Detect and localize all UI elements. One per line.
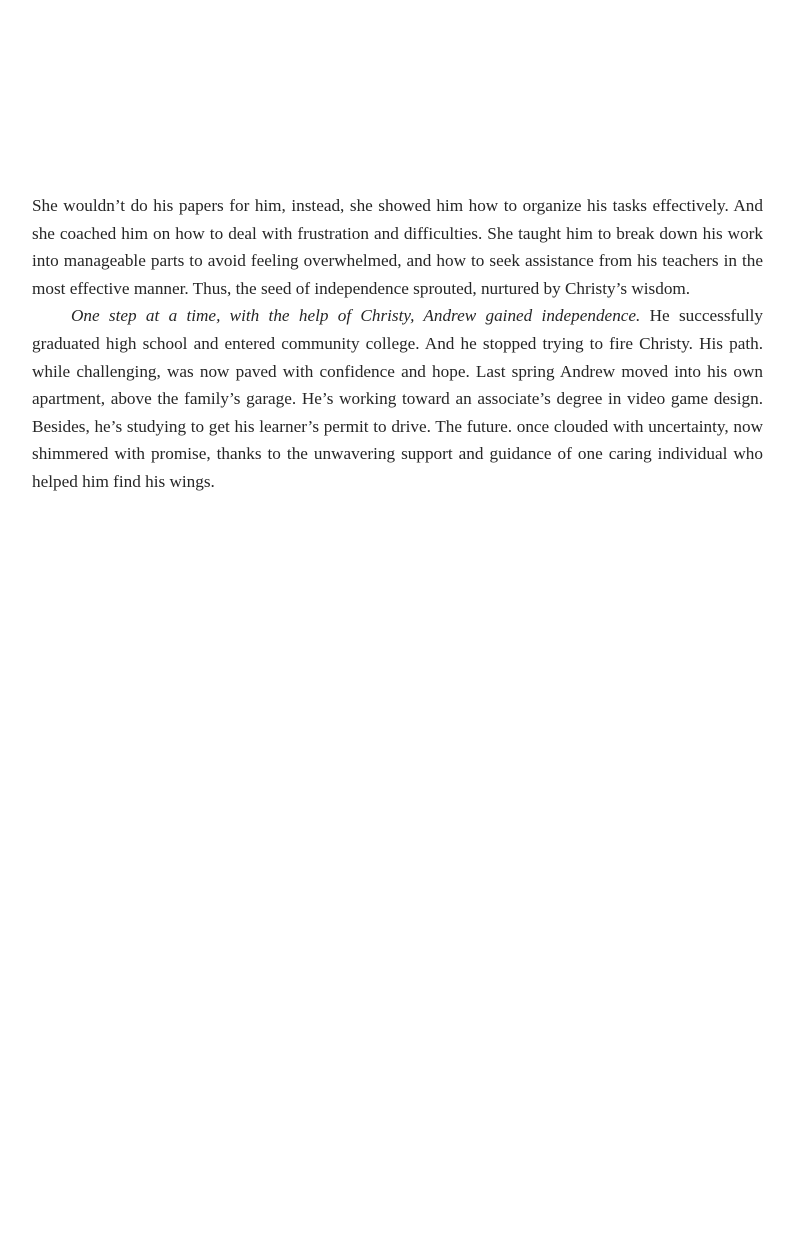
paragraph-2 [32, 302, 763, 495]
paragraph-2-italic-lead: One step at a time, with the help of Christy, Andrew gained independence. [71, 306, 641, 326]
paragraph-2-text: He successfully graduated high school and entered community college. And he stopped trying to fire Christy. His path. while challenging, was now paved with confidence and hope. Last spring Andrew moved into his own apartment, above the family’s garage. He’s working toward an associate’s degree in video game design. Besides, he’s studying to get his learner’s permit to drive. The future. once clouded with uncertainty, now shimmered with promise, thanks to the unwavering support and guidance of one caring individual who helped him find his wings. [32, 306, 763, 491]
paragraph-1 [32, 192, 763, 302]
paragraph-1-text: She wouldn’t do his papers for him, instead, she showed him how to organize his tasks effectively. And she coached him on how to deal with frustration and difficulties. She taught him to break down his work into manageable parts to avoid feeling overwhelmed, and how to seek assistance from his teachers in the most effective manner. Thus, the seed of independence sprouted, nurtured by Christy’s wisdom. [32, 196, 763, 298]
body-text [32, 192, 763, 496]
